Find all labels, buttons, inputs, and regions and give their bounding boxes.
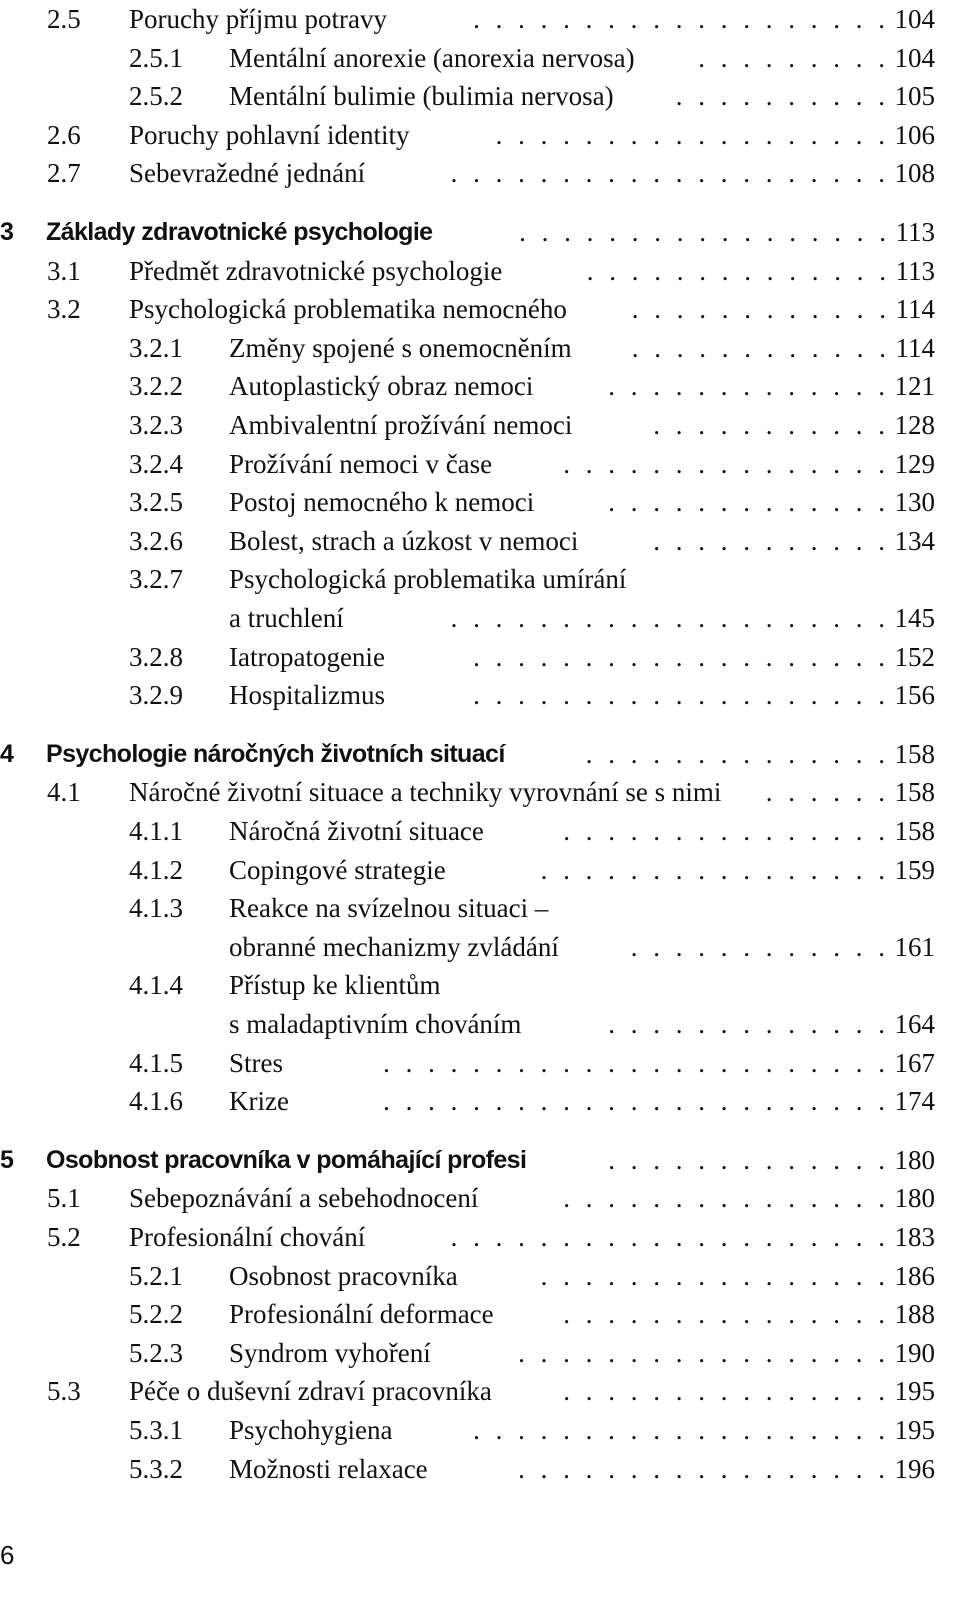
toc-entry-page: 196: [894, 1453, 935, 1484]
toc-entry-title: Sebevražedné jednání: [129, 158, 366, 189]
toc-leader-dots: . . . . . . . . . . . . . .: [586, 255, 886, 286]
toc-entry-title: Prožívání nemoci v čase: [229, 448, 493, 479]
toc-leader-dots: . . . . . . . . . . . . . . . . . . .: [473, 641, 885, 672]
toc-entry[interactable]: [0, 812, 960, 850]
toc-entry[interactable]: [0, 1082, 960, 1120]
toc-entry[interactable]: [0, 735, 960, 773]
toc-leader-dots: . . . . . . . . . . . . . . . . .: [519, 217, 886, 247]
toc-entry-number: 2.5.2: [129, 81, 183, 112]
toc-entry-number: 4.1.3: [129, 893, 183, 924]
toc-entry-page: 159: [894, 854, 935, 885]
toc-entry-number: 2.6: [47, 119, 81, 150]
toc-entry-title: Změny spojené s onemocněním: [229, 332, 572, 363]
toc-entry-title: Profesionální deformace: [229, 1299, 494, 1330]
toc-entry-number: 3.1: [47, 255, 81, 286]
toc-entry-continuation[interactable]: [0, 1005, 960, 1043]
toc-entry-title: Osobnost pracovníka: [229, 1260, 458, 1291]
toc-entry-title: Profesionální chování: [129, 1222, 366, 1252]
toc-entry-page: 167: [894, 1047, 935, 1078]
toc-entry-title: Možnosti relaxace: [229, 1453, 428, 1484]
toc-entry[interactable]: [0, 445, 960, 483]
toc-leader-dots: . . . . . . . . . . .: [653, 525, 885, 556]
toc-entry-number: 5.2.2: [129, 1299, 183, 1330]
toc-entry-number: 4.1.6: [129, 1086, 183, 1117]
toc-entry[interactable]: [0, 1141, 960, 1179]
toc-entry-title: Náročná životní situace: [229, 816, 484, 846]
toc-leader-dots: . . . . . . . . . . . . . . . . . . . . . . .: [383, 1047, 885, 1078]
toc-entry-page: 105: [894, 81, 935, 112]
toc-entry-number: 3.2.7: [129, 564, 183, 595]
toc-entry-number: 3.2: [47, 294, 81, 325]
toc-leader-dots: . . . . . . . . . . . . .: [608, 1144, 885, 1175]
toc-entry-number: 5.3.1: [129, 1415, 183, 1445]
toc-entry[interactable]: [0, 638, 960, 676]
toc-entry-title-line2: obranné mechanizmy zvládání: [229, 931, 559, 962]
toc-leader-dots: . . . . . . . . . . . . .: [608, 371, 885, 402]
toc-leader-dots: . . . . . . . . . . . .: [630, 931, 885, 962]
toc-entry-number: 3.2.1: [129, 332, 183, 363]
toc-entry-title: Autoplastický obraz nemoci: [229, 371, 534, 402]
toc-leader-dots: . . . . . . . . . . . . . . . . . . .: [473, 1415, 885, 1445]
toc-entry-page: 121: [894, 371, 935, 402]
toc-entry[interactable]: [0, 252, 960, 290]
toc-leader-dots: . . . . . . . . . .: [675, 81, 885, 112]
toc-leader-dots: . . . . . . . . . . . . . . .: [563, 1376, 885, 1407]
toc-leader-dots: . . . . . . . . . . . . . . . . . . . .: [450, 1222, 885, 1252]
toc-entry-number: 4.1: [47, 777, 81, 808]
toc-entry-page: 186: [894, 1260, 935, 1291]
toc-entry-title: Osobnost pracovníka v pomáhající profesi: [46, 1145, 527, 1174]
toc-entry-number: 5.1: [47, 1183, 81, 1214]
toc-entry-page: 113: [895, 217, 935, 247]
toc-entry-number: 2.5.1: [129, 42, 183, 73]
toc-entry[interactable]: [0, 116, 960, 154]
toc-entry-page: 114: [895, 294, 935, 325]
toc-entry[interactable]: [0, 1218, 960, 1256]
toc-entry-title: Stres: [229, 1047, 283, 1078]
toc-entry-page: 108: [894, 158, 935, 189]
toc-entry[interactable]: [0, 1295, 960, 1333]
toc-leader-dots: . . . . . . . . . . . . .: [608, 1009, 885, 1039]
toc-entry-number: 4.1.4: [129, 970, 183, 1001]
toc-entry-number: 3.2.8: [129, 641, 183, 672]
toc-entry-page: 128: [894, 410, 935, 440]
toc-entry-page: 188: [894, 1299, 935, 1330]
toc-entry-page: 195: [894, 1376, 935, 1407]
toc-entry-number: 3.2.9: [129, 680, 183, 711]
toc-entry-title: Péče o duševní zdraví pracovníka: [129, 1376, 492, 1407]
toc-entry[interactable]: [0, 154, 960, 192]
toc-entry-page: 104: [894, 4, 935, 34]
page-number: 6: [0, 1540, 15, 1570]
toc-leader-dots: . . . . . . . . . . . . . . .: [563, 816, 885, 846]
toc-entry-page: 152: [894, 641, 935, 672]
toc-entry-title: Reakce na svízelnou situaci –: [229, 893, 549, 924]
toc-entry[interactable]: [0, 213, 960, 251]
toc-entry[interactable]: [0, 1334, 960, 1372]
toc-entry-page: 130: [894, 487, 935, 518]
toc-leader-dots: . . . . . . . . . . .: [653, 410, 885, 440]
toc-entry-page: 180: [894, 1144, 935, 1175]
toc-entry[interactable]: [0, 1179, 960, 1217]
toc-leader-dots: . . . . . . . . . . . .: [631, 294, 886, 325]
toc-entry-page: 174: [894, 1086, 935, 1117]
toc-entry[interactable]: [0, 966, 960, 1004]
toc-entry-page: 190: [894, 1337, 935, 1368]
toc-entry-number: 5.3: [47, 1376, 81, 1407]
toc-entry-number: 4: [0, 739, 14, 768]
toc-entry-number: 3.2.5: [129, 487, 183, 518]
toc-entry-title: Poruchy pohlavní identity: [129, 119, 410, 150]
toc-entry-page: 158: [894, 816, 935, 846]
toc-entry-title: Bolest, strach a úzkost v nemoci: [229, 525, 579, 556]
toc-entry[interactable]: [0, 39, 960, 77]
toc-entry-title: Psychohygiena: [229, 1415, 393, 1445]
toc-entry[interactable]: [0, 483, 960, 521]
toc-entry-page: 183: [894, 1222, 935, 1252]
toc-entry[interactable]: [0, 1372, 960, 1410]
toc-entry-number: 4.1.1: [129, 816, 183, 846]
toc-entry[interactable]: [0, 406, 960, 444]
toc-entry-title: Psychologie náročných životních situací: [46, 739, 505, 768]
toc-entry-title: Mentální anorexie (anorexia nervosa): [229, 42, 635, 73]
toc-leader-dots: . . . . . . . . . . . .: [631, 332, 886, 363]
toc-entry-page: 145: [894, 603, 935, 633]
toc-entry-page: 134: [894, 525, 935, 556]
toc-leader-dots: . . . . . .: [765, 777, 885, 808]
toc-entry-number: 3.2.6: [129, 525, 183, 556]
toc-leader-dots: . . . . . . . . . . . . . . . . . . .: [473, 680, 885, 711]
toc-leader-dots: . . . . . . . . . . . . . . . . . . . .: [450, 158, 885, 189]
toc-entry-page: 114: [895, 332, 935, 363]
toc-entry-title: Copingové strategie: [229, 854, 446, 885]
toc-leader-dots: . . . . . . . . . . . . . . . . . . .: [473, 4, 885, 34]
toc-entry-title-line2: a truchlení: [229, 603, 344, 633]
toc-entry-title: Iatropatogenie: [229, 641, 385, 672]
toc-entry-title: Základy zdravotnické psychologie: [46, 218, 433, 246]
toc-entry[interactable]: [0, 522, 960, 560]
toc-entry-title: Psychologická problematika umírání: [229, 564, 627, 595]
toc-leader-dots: . . . . . . . . . . . . . . .: [563, 1183, 885, 1214]
toc-entry-title: Postoj nemocného k nemoci: [229, 487, 535, 518]
toc-entry-number: 2.5: [47, 4, 81, 34]
toc-entry[interactable]: [0, 1044, 960, 1082]
toc-entry-page: 164: [894, 1009, 935, 1039]
toc-entry-number: 5: [0, 1145, 14, 1174]
toc-entry-number: 4.1.2: [129, 854, 183, 885]
toc-entry[interactable]: [0, 889, 960, 927]
toc-entry[interactable]: [0, 77, 960, 115]
toc-leader-dots: . . . . . . . . . . . . . . .: [563, 1299, 885, 1330]
toc-entry-page: 180: [894, 1183, 935, 1214]
toc-entry-title: Náročné životní situace a techniky vyrovnání se s nimi: [129, 777, 722, 808]
toc-entry-page: 156: [894, 680, 935, 711]
toc-entry-title: Předmět zdravotnické psychologie: [129, 255, 503, 286]
toc-entry[interactable]: [0, 676, 960, 714]
toc-entry-title: Krize: [229, 1086, 289, 1117]
toc-entry-number: 5.2.1: [129, 1260, 183, 1291]
toc-entry[interactable]: [0, 290, 960, 328]
toc-entry-title: Mentální bulimie (bulimia nervosa): [229, 81, 614, 112]
toc-entry-number: 5.2: [47, 1222, 81, 1252]
toc-entry[interactable]: [0, 367, 960, 405]
toc-entry-number: 3.2.4: [129, 448, 183, 479]
toc-leader-dots: . . . . . . . . . . . . . . . . .: [518, 1337, 885, 1368]
toc-leader-dots: . . . . . . . . . . . . . . . . . . . . . . .: [383, 1086, 885, 1117]
toc-entry-page: 113: [895, 255, 935, 286]
toc-entry[interactable]: [0, 0, 960, 38]
toc-entry[interactable]: [0, 1450, 960, 1488]
toc-entry-continuation[interactable]: [0, 599, 960, 637]
toc-entry-number: 3.2.2: [129, 371, 183, 402]
toc-entry-number: 3.2.3: [129, 410, 183, 440]
toc-entry[interactable]: [0, 1257, 960, 1295]
toc-entry-title: Hospitalizmus: [229, 680, 385, 711]
toc-entry-page: 161: [894, 931, 935, 962]
toc-entry-number: 5.2.3: [129, 1337, 183, 1368]
toc-leader-dots: . . . . . . . . .: [698, 42, 885, 73]
toc-entry-title: Psychologická problematika nemocného: [129, 294, 567, 325]
toc-entry-title: Sebepoznávání a sebehodnocení: [129, 1183, 479, 1214]
toc-entry-page: 104: [894, 42, 935, 73]
toc-entry-page: 158: [894, 738, 935, 769]
toc-leader-dots: . . . . . . . . . . . . . . . . .: [518, 1453, 885, 1484]
toc-entry-number: 3: [0, 218, 14, 246]
toc-leader-dots: . . . . . . . . . . . . . .: [585, 738, 885, 769]
toc-entry-title: Syndrom vyhoření: [229, 1337, 431, 1368]
toc-entry[interactable]: [0, 560, 960, 598]
toc-entry-number: 5.3.2: [129, 1453, 183, 1484]
toc-leader-dots: . . . . . . . . . . . . . . . . . . . .: [450, 603, 885, 633]
toc-entry-page: 158: [894, 777, 935, 808]
toc-entry-page: 195: [894, 1415, 935, 1445]
toc-entry-number: 4.1.5: [129, 1047, 183, 1078]
toc-entry-title-line2: s maladaptivním chováním: [229, 1009, 522, 1039]
toc-entry-title: Poruchy příjmu potravy: [129, 4, 387, 34]
toc-leader-dots: . . . . . . . . . . . . . . .: [563, 448, 885, 479]
toc-leader-dots: . . . . . . . . . . . . . . . .: [540, 1260, 885, 1291]
toc-entry-continuation[interactable]: [0, 928, 960, 966]
toc-entry-page: 106: [894, 119, 935, 150]
toc-entry-page: 129: [894, 448, 935, 479]
toc-leader-dots: . . . . . . . . . . . . .: [608, 487, 885, 518]
toc-entry[interactable]: [0, 851, 960, 889]
toc-leader-dots: . . . . . . . . . . . . . . . . . .: [495, 119, 885, 150]
toc-entry-title: Přístup ke klientům: [229, 970, 441, 1001]
toc-entry[interactable]: [0, 773, 960, 811]
toc-entry[interactable]: [0, 329, 960, 367]
toc-entry-title: Ambivalentní prožívání nemoci: [229, 410, 573, 440]
toc-entry-number: 2.7: [47, 158, 81, 189]
toc-entry[interactable]: [0, 1411, 960, 1449]
toc-leader-dots: . . . . . . . . . . . . . . . .: [540, 854, 885, 885]
